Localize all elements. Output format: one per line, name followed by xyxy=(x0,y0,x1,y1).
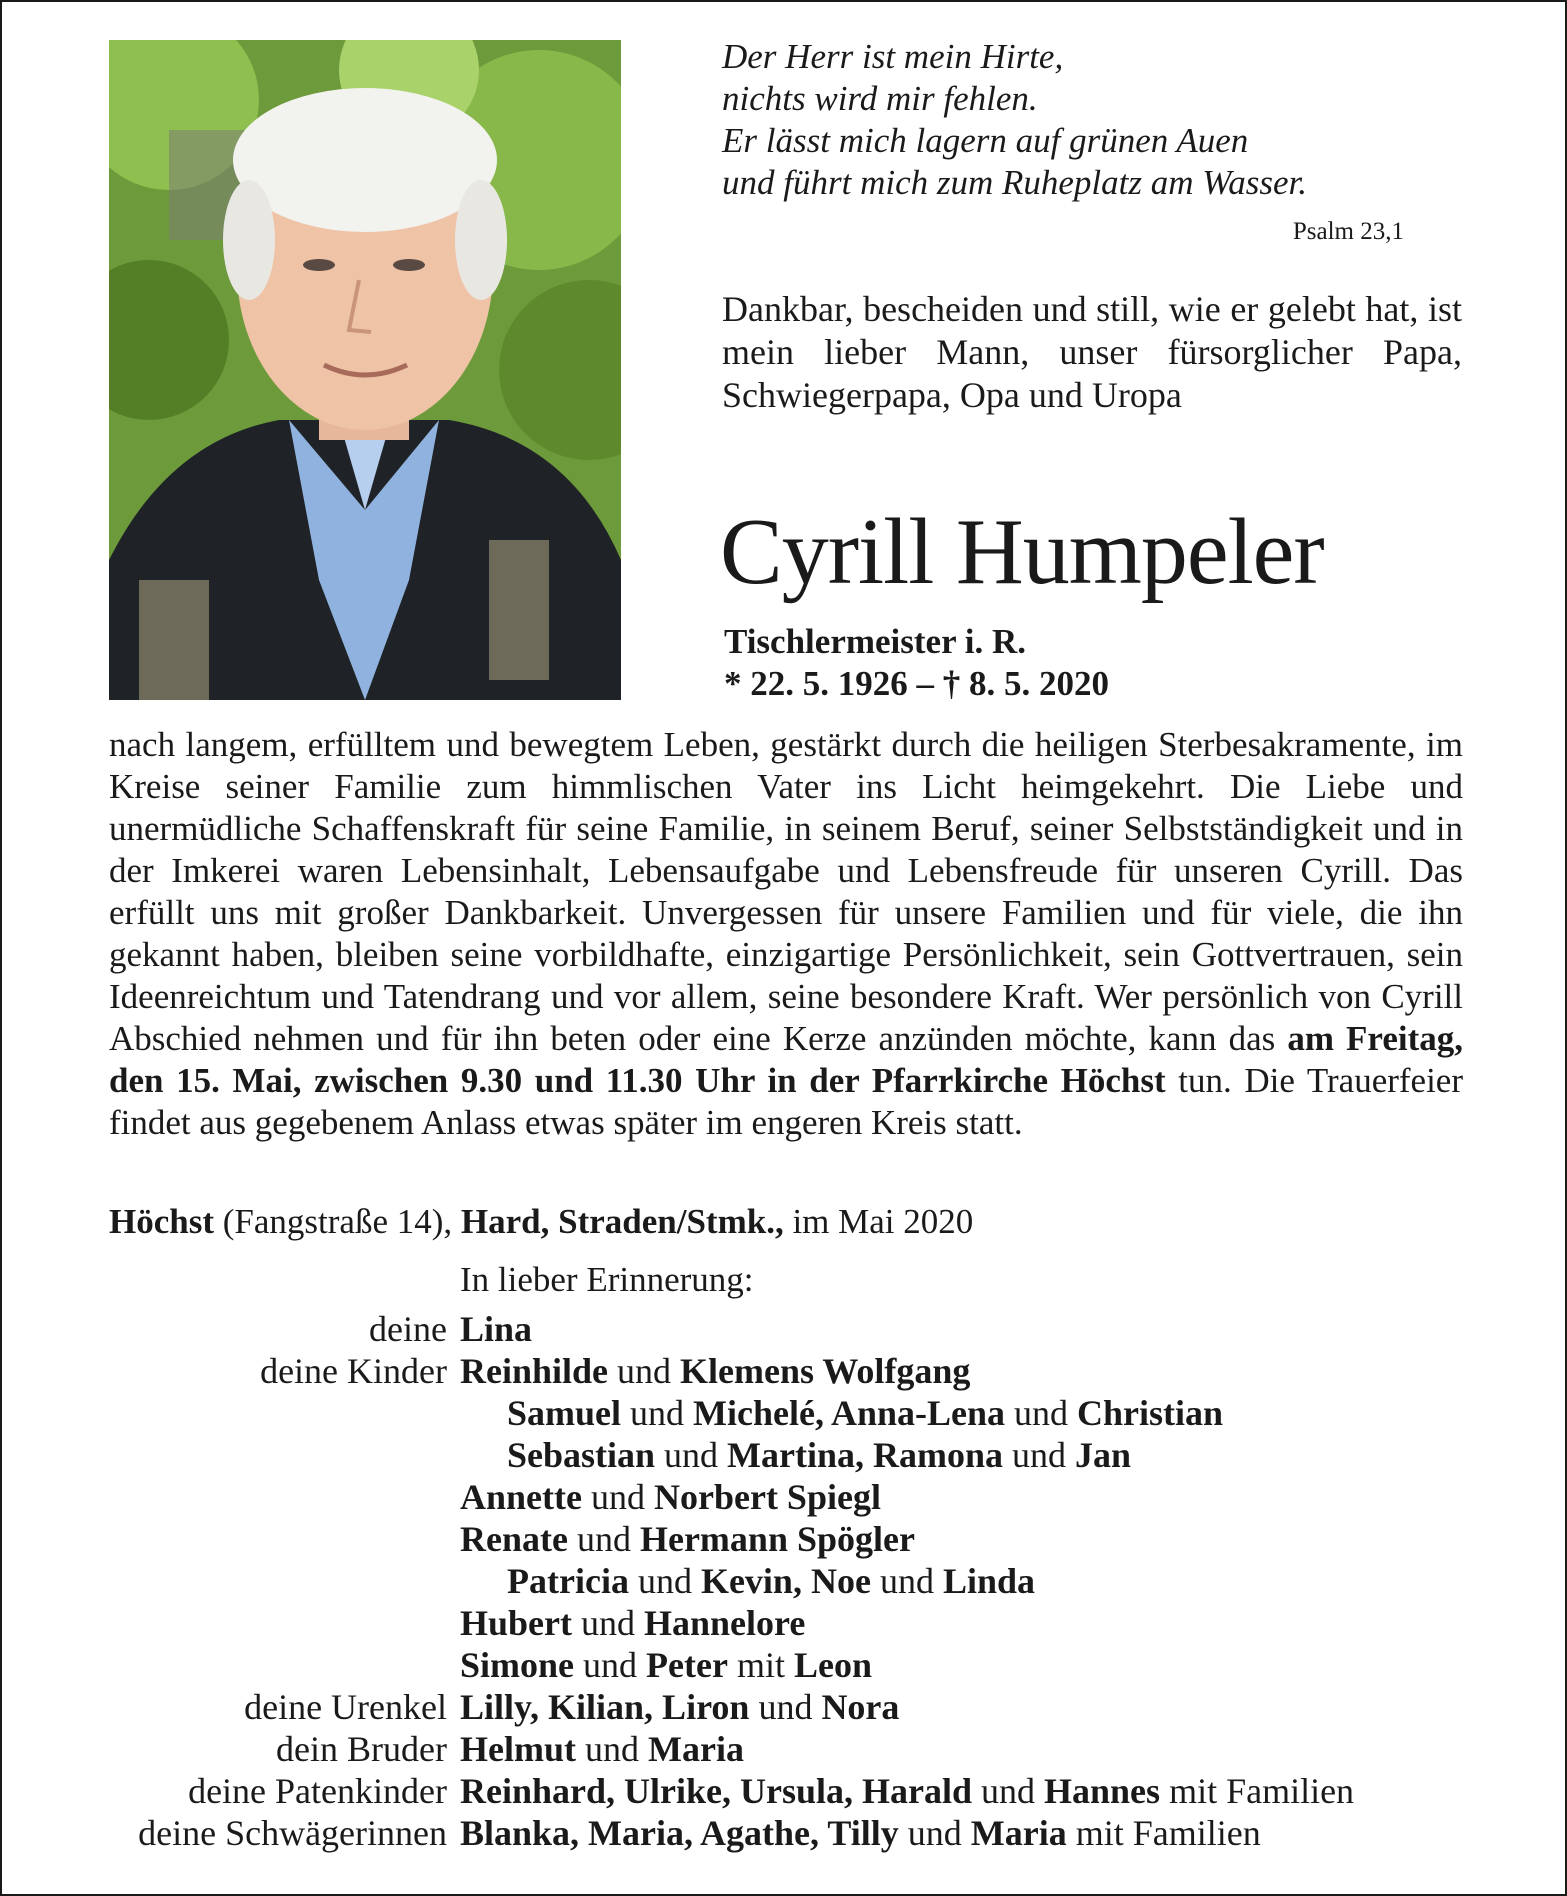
connector-text: und xyxy=(1005,1393,1078,1433)
mourner-relation: deine Urenkel xyxy=(244,1687,447,1727)
connector-text: und xyxy=(972,1771,1045,1811)
mourner-name: Michelé, Anna-Lena xyxy=(693,1393,1006,1433)
mourner-names xyxy=(460,1728,744,1770)
mourner-name: Klemens Wolfgang xyxy=(680,1351,971,1391)
mourner-name: Renate xyxy=(460,1519,568,1559)
mourner-row xyxy=(2,1476,1567,1518)
connector-text: und xyxy=(581,1477,654,1517)
deceased-occupation: Tischlermeister i. R. xyxy=(724,622,1026,661)
mourner-row xyxy=(2,1728,1567,1770)
mourner-name: Hannes xyxy=(1044,1771,1161,1811)
mourners-list xyxy=(2,1308,1567,1854)
mourner-row xyxy=(2,1560,1567,1602)
obituary-body xyxy=(109,724,1463,1144)
place-town: Höchst xyxy=(109,1202,214,1241)
mourner-row xyxy=(2,1518,1567,1560)
mourner-name: Jan xyxy=(1075,1435,1132,1475)
mourner-name: Lilly, Kilian, Liron xyxy=(460,1687,750,1727)
mourner-names xyxy=(460,1476,881,1518)
mourner-name: Hubert xyxy=(460,1603,572,1643)
mourner-name: Hannelore xyxy=(644,1603,806,1643)
mourner-names xyxy=(460,1518,915,1560)
connector-text: und xyxy=(870,1561,943,1601)
mourner-name: Hermann Spögler xyxy=(639,1519,915,1559)
mourner-relation: deine Schwägerinnen xyxy=(138,1813,447,1853)
mourner-names xyxy=(507,1434,1131,1476)
mourner-row xyxy=(2,1350,1567,1392)
connector-text: und xyxy=(575,1729,648,1769)
mourner-names xyxy=(507,1392,1223,1434)
mourner-name: Reinhilde xyxy=(460,1351,609,1391)
visitation-details: am Freitag, den 15. Mai, zwischen 9.30 und 11.30 Uhr in der Pfarrkirche Höchst xyxy=(109,1019,1463,1100)
verse-line: und führt mich zum Ruheplatz am Wasser. xyxy=(722,163,1307,202)
mourner-names xyxy=(460,1350,970,1392)
mourner-row xyxy=(2,1686,1567,1728)
mourner-row xyxy=(2,1392,1567,1434)
connector-text: und xyxy=(567,1519,640,1559)
portrait-photo xyxy=(109,40,621,700)
mourner-name: Annette xyxy=(460,1477,582,1517)
mourner-name: Martina, Ramona xyxy=(727,1435,1004,1475)
mourner-name: Leon xyxy=(793,1645,872,1685)
connector-text: und xyxy=(655,1435,728,1475)
mourner-row xyxy=(2,1812,1567,1854)
mourner-relation: deine xyxy=(369,1309,447,1349)
deceased-name: Cyrill Humpeler xyxy=(720,500,1324,604)
verse-line: Er lässt mich lagern auf grünen Auen xyxy=(722,121,1249,160)
mourner-names xyxy=(460,1644,872,1686)
psalm-verse xyxy=(722,36,1462,204)
mourner-row xyxy=(2,1770,1567,1812)
mourner-name: Reinhard, Ulrike, Ursula, Harald xyxy=(460,1771,973,1811)
mourner-name: Linda xyxy=(942,1561,1035,1601)
mourner-row xyxy=(2,1644,1567,1686)
connector-text: mit Familien xyxy=(1066,1813,1261,1853)
connector-text: und xyxy=(572,1603,644,1643)
mourner-name: Simone xyxy=(460,1645,575,1685)
mourner-names xyxy=(460,1770,1354,1812)
mourner-name: Norbert Spiegl xyxy=(653,1477,881,1517)
mourner-relation: deine Patenkinder xyxy=(188,1771,447,1811)
mourner-row xyxy=(2,1308,1567,1350)
mourner-name: Samuel xyxy=(507,1393,622,1433)
mourner-name: Peter xyxy=(646,1645,728,1685)
body-text-1: nach langem, erfülltem und bewegtem Leben, gestärkt durch die heiligen Sterbesakramente, im Kreise seiner Familie zum himmlischen Vater ins Licht heimgekehrt. Die Liebe und unermüdliche Schaffenskraft für seine Familie, in seinem Beruf, seiner Selbstständigkeit und in der Imkerei waren Lebensinhalt, Lebensaufgabe und Lebensfreude für unseren Cyrill. Das erfüllt uns mit großer Dankbarkeit. Unvergessen für unsere Familien und für viele, die ihn gekannt haben, bleiben seine vorbildhafte, einzigartige Persönlichkeit, sein Gottvertrauen, sein Ideenreichtum und Tatendrang und vor allem, seine besondere Kraft. Wer persönlich von Cyrill Abschied nehmen und für ihn beten oder eine Kerze anzünden möchte, kann das xyxy=(109,725,1463,1058)
connector-text: mit Familien xyxy=(1160,1771,1355,1811)
connector-text: und xyxy=(621,1393,694,1433)
body-text-2: tun. Die Trauerfeier findet aus gegebenem Anlass etwas später im engeren Kreis statt. xyxy=(109,1061,1463,1142)
place-date: im Mai 2020 xyxy=(783,1202,974,1241)
place-date-line xyxy=(109,1202,973,1242)
connector-text: und xyxy=(574,1645,647,1685)
mourner-names xyxy=(460,1308,532,1350)
mourner-names xyxy=(507,1560,1035,1602)
mourner-relation: dein Bruder xyxy=(276,1729,447,1769)
mourner-name: Kevin, Noe xyxy=(700,1561,871,1601)
mourner-name: Christian xyxy=(1077,1393,1224,1433)
mourner-names xyxy=(460,1602,805,1644)
mourner-name: Helmut xyxy=(460,1729,576,1769)
intro-text: Dankbar, bescheiden und still, wie er gelebt hat, ist mein lieber Mann, unser fürsorglicher Papa, Schwiegerpapa, Opa und Uropa xyxy=(722,289,1462,415)
connector-text: und xyxy=(608,1351,681,1391)
connector-text: und xyxy=(1003,1435,1076,1475)
mourner-relation: deine Kinder xyxy=(260,1351,447,1391)
connector-text: mit xyxy=(727,1645,794,1685)
verse-line: nichts wird mir fehlen. xyxy=(722,79,1038,118)
place-towns: Hard, Straden/Stmk., xyxy=(460,1202,784,1241)
mourner-name: Lina xyxy=(460,1309,533,1349)
connector-text: und xyxy=(898,1813,971,1853)
verse-line: Der Herr ist mein Hirte, xyxy=(722,37,1064,76)
portrait-image xyxy=(109,40,621,700)
mourner-name: Maria xyxy=(647,1729,744,1769)
mourner-names xyxy=(460,1812,1261,1854)
place-address: (Fangstraße 14), xyxy=(214,1202,461,1241)
memory-heading: In lieber Erinnerung: xyxy=(460,1260,754,1299)
mourner-name: Sebastian xyxy=(507,1435,656,1475)
mourner-name: Maria xyxy=(970,1813,1067,1853)
mourner-row xyxy=(2,1434,1567,1476)
mourner-name: Nora xyxy=(821,1687,900,1727)
connector-text: und xyxy=(628,1561,701,1601)
mourner-names xyxy=(460,1686,899,1728)
verse-source: Psalm 23,1 xyxy=(1292,218,1404,245)
connector-text: und xyxy=(749,1687,822,1727)
mourner-name: Patricia xyxy=(507,1561,629,1601)
mourner-name: Blanka, Maria, Agathe, Tilly xyxy=(460,1813,899,1853)
life-dates: * 22. 5. 1926 – † 8. 5. 2020 xyxy=(724,664,1109,703)
mourner-row xyxy=(2,1602,1567,1644)
